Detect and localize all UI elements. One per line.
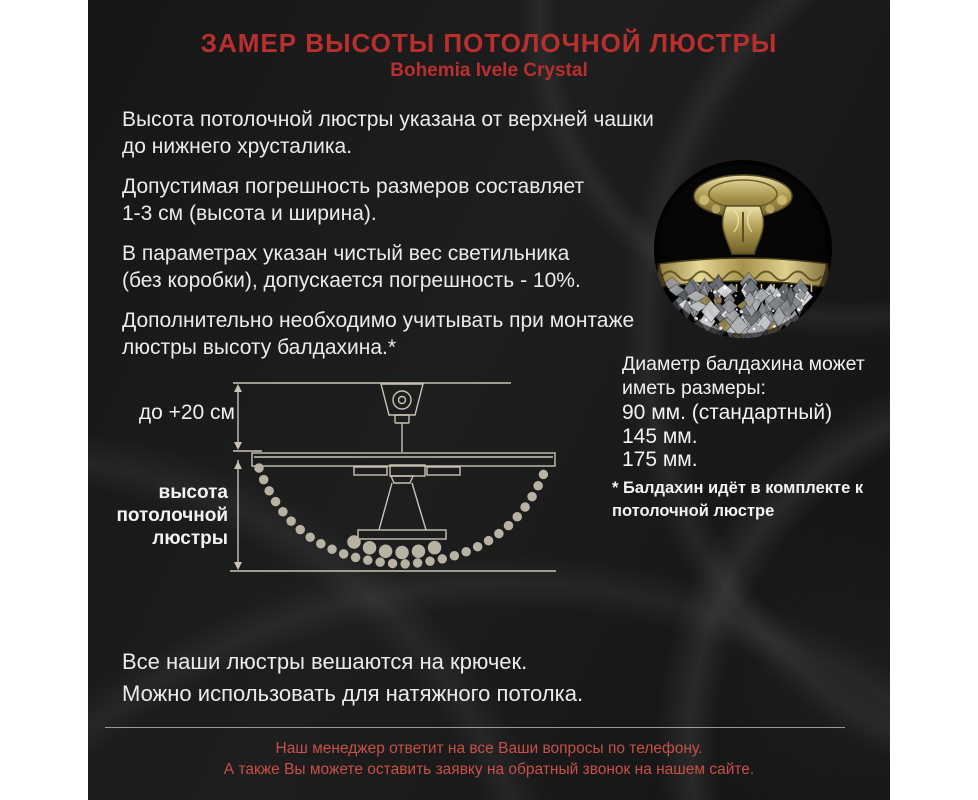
intro-paragraph (122, 307, 654, 361)
height-label-line: люстры (152, 528, 228, 549)
paragraph-line: В параметрах указан чистый вес светильника (122, 242, 570, 265)
footer-line: Наш менеджер ответит на все Ваши вопросы по телефону. (275, 740, 703, 757)
paragraph-line: Дополнительно необходимо учитывать при монтаже (122, 309, 635, 332)
paragraph-line: Допустимая погрешность размеров составляет (122, 175, 585, 198)
intro-paragraph (122, 106, 654, 160)
diameter-heading (622, 352, 865, 400)
intro-paragraphs (122, 106, 654, 374)
intro-paragraph (122, 173, 654, 227)
height-label-line: высота (158, 482, 228, 503)
dimension-diagram (230, 373, 560, 601)
paragraph-line: до нижнего хрусталика. (122, 135, 353, 158)
brand-subtitle: Bohemia Ivele Crystal (390, 60, 588, 81)
hook-allowance-label: до +20 см (138, 401, 235, 424)
hook-info-line: Все наши люстры вешаются на крючек. (122, 649, 528, 674)
footer-line: А также Вы можете оставить заявку на обратный звонок на нашем сайте. (223, 760, 755, 778)
diameter-heading-line: Диаметр балдахина может (622, 353, 865, 375)
paragraph-line: 1-3 см (высота и ширина). (122, 202, 377, 225)
paragraph-line: Высота потолочной люстры указана от верхней чашки (122, 108, 654, 131)
paragraph-line: (без коробки), допускается погрешность - 10%. (122, 269, 581, 292)
canopy-note-line: * Балдахин идёт в комплекте к (612, 479, 864, 497)
canopy-note-line: потолочной люстре (612, 502, 775, 520)
diameter-heading-line: иметь размеры: (622, 377, 766, 399)
height-label-line: потолочной (116, 505, 228, 526)
chandelier-photo-image (654, 160, 832, 338)
intro-paragraph (122, 240, 654, 294)
footer-divider (105, 727, 845, 728)
chandelier-height-label (93, 481, 228, 550)
poster-canvas (88, 0, 890, 800)
footer-note (88, 739, 890, 780)
paragraph-line: люстры высоту балдахина.* (122, 336, 397, 359)
canopy-size-item: 175 мм. (622, 448, 698, 471)
canopy-note (612, 477, 863, 523)
page-title: ЗАМЕР ВЫСОТЫ ПОТОЛОЧНОЙ ЛЮСТРЫ (200, 28, 778, 58)
chandelier-photo (654, 160, 832, 338)
hook-info-line: Можно использовать для натяжного потолка. (122, 681, 584, 706)
hook-info (122, 646, 583, 710)
canopy-size-item: 90 мм. (стандартный) (622, 401, 833, 424)
canopy-size-item: 145 мм. (622, 424, 698, 448)
canopy-size-list (622, 401, 832, 472)
